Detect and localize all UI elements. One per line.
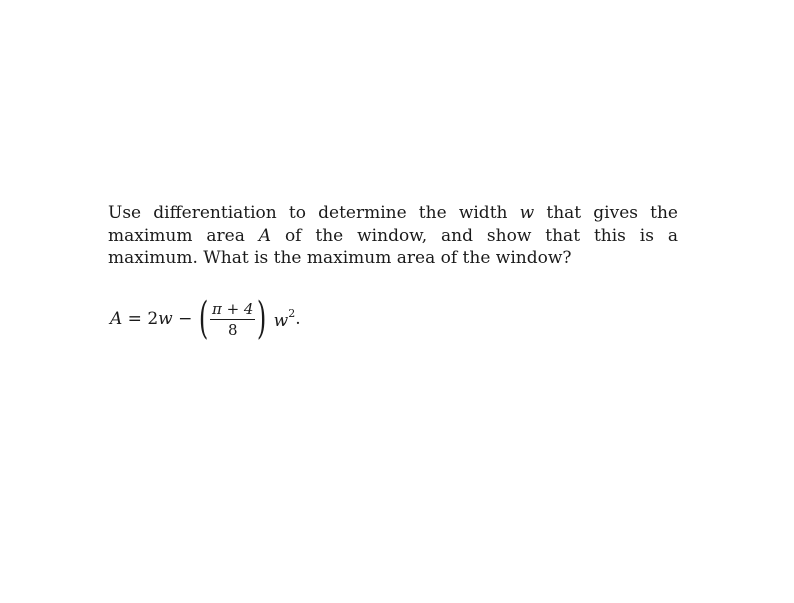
problem-text-start: Use differentiation to determine the width — [108, 203, 520, 223]
fraction — [210, 300, 256, 339]
open-paren: ( — [198, 293, 209, 344]
problem-text-end: of the window, and show that this is a maximum. What is the maximum area of the window? — [108, 225, 678, 268]
area-equation — [110, 292, 301, 346]
problem-paragraph — [108, 202, 678, 270]
equation-lhs: A — [110, 309, 123, 329]
equation-period: . — [295, 309, 301, 329]
close-paren: ) — [257, 293, 267, 344]
problem-text-middle: that gives the maximum area — [108, 203, 678, 246]
equation-w: w — [158, 309, 173, 329]
equation-w2: w — [273, 311, 289, 331]
equation-exponent: 2 — [288, 307, 296, 320]
problem-statement — [108, 202, 678, 270]
variable-a: A — [258, 225, 272, 246]
variable-w: w — [519, 203, 535, 223]
equation-minus: − — [172, 309, 198, 329]
equation-equals-term: = 2 — [122, 309, 159, 329]
fraction-numerator: π + 4 — [211, 299, 254, 318]
equation-w-squared — [274, 307, 296, 331]
fraction-denominator: 8 — [227, 320, 238, 339]
